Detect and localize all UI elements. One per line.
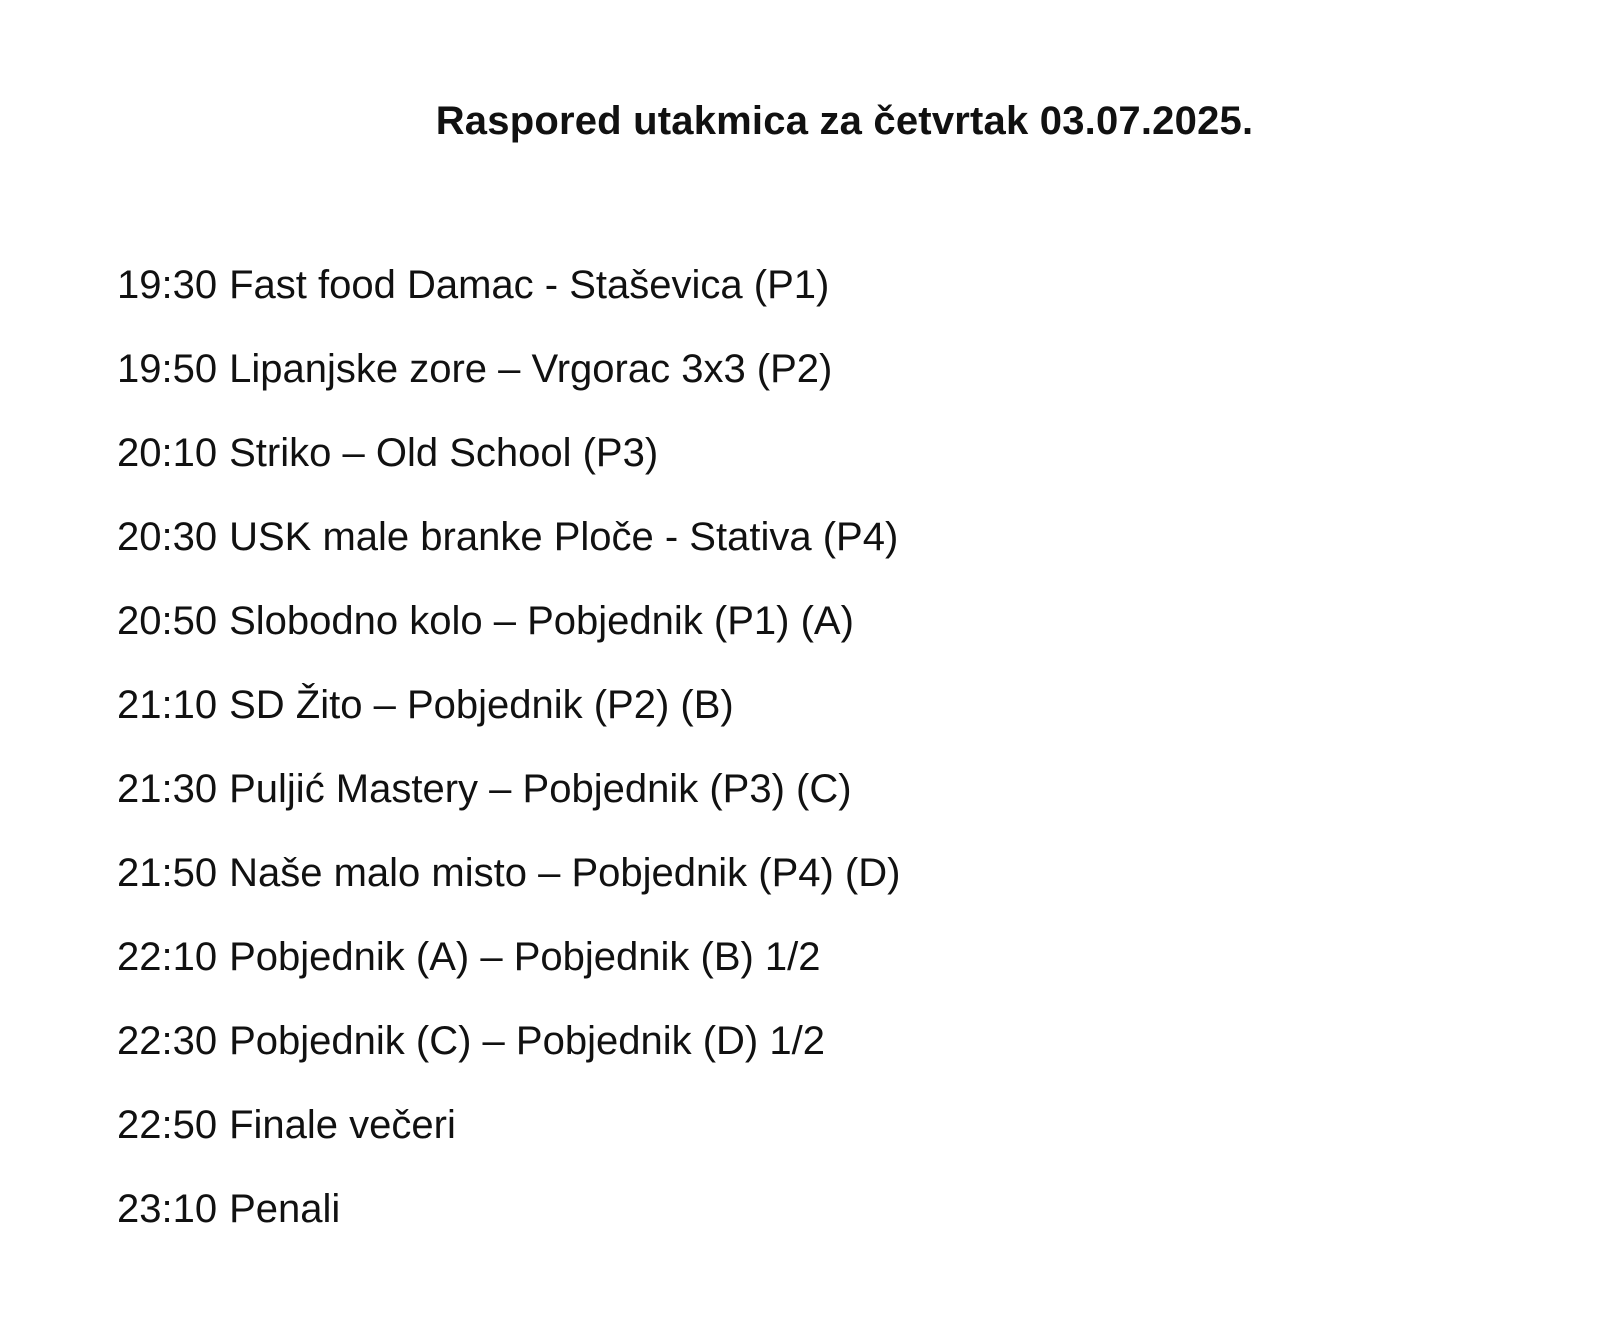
schedule-list: [117, 258, 900, 1266]
schedule-row: [117, 510, 900, 594]
schedule-row: [117, 1182, 900, 1266]
schedule-row: [117, 1098, 900, 1182]
schedule-row: [117, 426, 900, 510]
match-title: Puljić Mastery – Pobjednik (P3) (C): [229, 767, 852, 811]
match-title: Fast food Damac - Staševica (P1): [229, 263, 830, 307]
schedule-row: [117, 594, 900, 678]
match-time: 22:30: [117, 1019, 218, 1063]
match-time: 20:50: [117, 599, 218, 643]
match-title: Naše malo misto – Pobjednik (P4) (D): [229, 851, 901, 895]
schedule-row: [117, 846, 900, 930]
match-title: Lipanjske zore – Vrgorac 3x3 (P2): [229, 347, 833, 391]
match-title: Pobjednik (C) – Pobjednik (D) 1/2: [229, 1019, 825, 1063]
match-time: 21:10: [117, 683, 218, 727]
match-time: 20:30: [117, 515, 218, 559]
schedule-row: [117, 678, 900, 762]
match-time: 21:30: [117, 767, 218, 811]
match-title: Pobjednik (A) – Pobjednik (B) 1/2: [229, 935, 821, 979]
page-title: Raspored utakmica za četvrtak 03.07.2025.: [435, 99, 1254, 143]
match-time: 20:10: [117, 431, 218, 475]
match-time: 23:10: [117, 1187, 218, 1231]
match-title: Striko – Old School (P3): [229, 431, 659, 475]
schedule-row: [117, 1014, 900, 1098]
match-time: 22:10: [117, 935, 218, 979]
schedule-row: [117, 762, 900, 846]
match-time: 22:50: [117, 1103, 218, 1147]
match-title: Slobodno kolo – Pobjednik (P1) (A): [229, 599, 854, 643]
match-title: Penali: [229, 1187, 341, 1231]
match-title: SD Žito – Pobjednik (P2) (B): [229, 683, 734, 727]
match-time: 19:30: [117, 263, 218, 307]
match-time: 21:50: [117, 851, 218, 895]
schedule-row: [117, 930, 900, 1014]
match-title: Finale večeri: [229, 1103, 456, 1147]
match-time: 19:50: [117, 347, 218, 391]
schedule-row: [117, 342, 900, 426]
match-title: USK male branke Ploče - Stativa (P4): [229, 515, 899, 559]
schedule-row: [117, 258, 900, 342]
